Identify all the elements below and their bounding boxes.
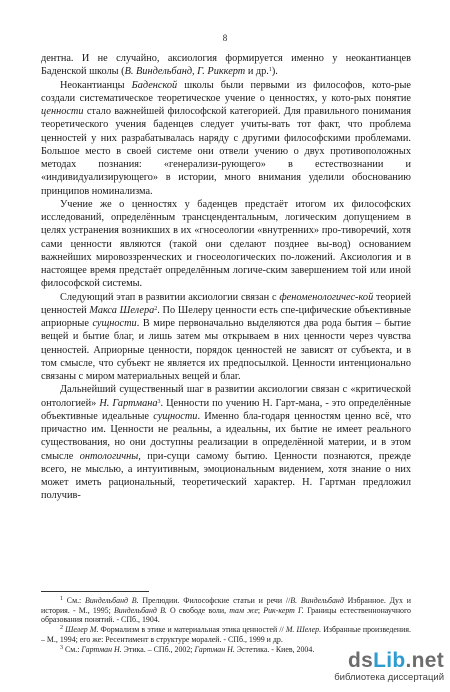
text-run: дентна. И не случайно, аксиология формируется именно у неокантианцев Баденской школы ( — [41, 53, 411, 78]
italic-text: Баденской — [131, 79, 178, 91]
italic-text: сущности — [153, 410, 198, 422]
italic-text: М. Шелер. — [285, 625, 322, 635]
italic-text: В. Виндельбанд — [290, 596, 344, 605]
footnote-ref: 1 — [268, 67, 272, 74]
italic-text: Гартман Н. — [194, 644, 235, 654]
dslib-logo: dsLib.net — [347, 649, 444, 672]
text-run: . В мире первоначально выделяются два рода бытия – бытие вещей и бытие благ, и лишь затем мы открываем в них ценности через чувства ценностей. Априорные ценности, порядок ценностей не зависят от субъекта, и в том смысле, что субъект не является их предпосылкой. Ценности интенционально связаны с миром материальных вещей и благ. — [41, 318, 411, 382]
dslib-subtitle: библиотека диссертаций — [334, 672, 444, 683]
text-run: школы были первыми из философов, кото-рые создали систематическое теоретическое учение о ценностях, у кото-рых понятие — [41, 79, 411, 104]
text-run: Избранное. Дух и история. - М., 1995; — [41, 596, 411, 615]
main-text — [41, 52, 411, 503]
text-run: . Именно бла-годаря ценностям ценно всё, что причастно им. Ценности не реальны, а идеальны, их бытие не имеет реального существования, но они доступны реализации в определённой материи, и в этом смысле — [41, 410, 411, 462]
page-number: 8 — [222, 33, 228, 43]
paragraph — [41, 291, 411, 384]
text-run: О свободе воли, — [166, 605, 230, 615]
text-run: См.: — [63, 596, 86, 605]
italic-text: Виндельбанд В. — [113, 605, 167, 615]
text-run: Дальнейший существенный шаг в развитии аксиологии связан с «критической онтологией» — [41, 384, 411, 409]
text-run: м в целях устранения возникших в их «гносеологии «внутренних» про-тиворечий, хотя сами ценности являются (такой они сделают позднее вы-вод) основанием важнейших мировоззренческих и гносеологических по-ложений. Аксиология и в настоящее время предстаёт определённым логиче-ским завершением той или иной философской системы. — [41, 212, 411, 290]
footnotes — [41, 596, 411, 654]
text-run: Этика. – СПб., 2002; — [121, 644, 195, 654]
italic-text: Гартман Н. — [81, 644, 122, 654]
footnote-ref: 3 — [157, 398, 161, 405]
italic-text: онтологичны — [79, 450, 139, 462]
paragraph — [41, 52, 411, 79]
footnote — [41, 596, 411, 625]
footnote-separator — [41, 591, 149, 592]
italic-text: В. Виндельбанд, Г. Риккерт — [124, 66, 246, 78]
footnote-ref: 2 — [60, 625, 63, 632]
text-run: теорией ценностей — [41, 291, 411, 316]
text-run: Эстетика. - Киев, 2004. — [234, 644, 315, 654]
text-run: Границы естественнонаучного образования понятий. - СПб., 1904. — [41, 605, 411, 625]
text-run: Следующий этап в развитии аксиологии связан с — [60, 291, 280, 303]
paragraph — [41, 79, 411, 198]
text-run: Учение же о ценностях у баденцев предстаёт итогом их философских исследований, определённым трансцендентальным, логическим допущение — [41, 198, 411, 223]
text-run: ). — [271, 66, 278, 78]
footnote-ref: 1 — [60, 596, 63, 602]
text-run: Прелюдии. Философские статьи и речи // — [138, 596, 291, 605]
text-run: . По Шелеру ценности есть спе-цифические объективные априорные — [41, 304, 411, 329]
text-run: ; — [257, 605, 264, 615]
italic-text: Макса Шелера — [89, 304, 155, 316]
italic-text: Шелер М. — [65, 625, 99, 635]
italic-text: Рик-керт Г. — [263, 605, 304, 615]
text-run: стало важнейшей философской категорией. Для правильного понимания теоретического учения баденцев следует учиты-вать тот факт, что проблема ценностей у них разрабатывалась наряду с другими философскими проблемами. Большое место в своей системе они отвели учению о двух противоположных методах познания: «генерализи-рующего» в естествознании и «индивидуализирующего» в истории, много внимания уделили обоснованию принципов номинализма. — [41, 106, 411, 197]
italic-text: Виндельбанд В. — [85, 596, 139, 605]
text-run: , при-сущи самому бытию. Ценности познаются, прежде всего, не мыслью, а интуитивным, эмоциональным видением, хотя знание о них может иметь рациональный, теоретический характер. Н. Гартман предложил получив- — [41, 450, 411, 502]
italic-text: там же — [229, 605, 258, 615]
footnote-ref: 3 — [60, 644, 63, 651]
text-run: См.: — [63, 644, 82, 654]
text-run: . Ценности по учению Н. Гарт-мана, - это определённые объективные идеальные — [41, 397, 411, 422]
italic-text: феноменологичес-кой — [279, 291, 374, 303]
paragraph — [41, 198, 411, 291]
dslib-watermark[interactable] — [294, 650, 444, 688]
italic-text: Н. Гартмана — [99, 397, 158, 409]
italic-text: сущности — [92, 318, 137, 329]
paragraph — [41, 383, 411, 502]
text-run: Избранные произведения. – М., 1994; его же: Ресентимент в структуре моралей. - СПб., 1999 и др. — [41, 625, 411, 644]
text-run: Неокантианцы — [60, 79, 132, 91]
italic-text: ценности — [41, 106, 84, 117]
text-run: и др. — [245, 66, 269, 78]
text-run: Формализм в этике и материальная этика ценностей // — [98, 625, 286, 635]
footnote-ref: 2 — [154, 305, 158, 312]
footnote — [41, 625, 411, 644]
